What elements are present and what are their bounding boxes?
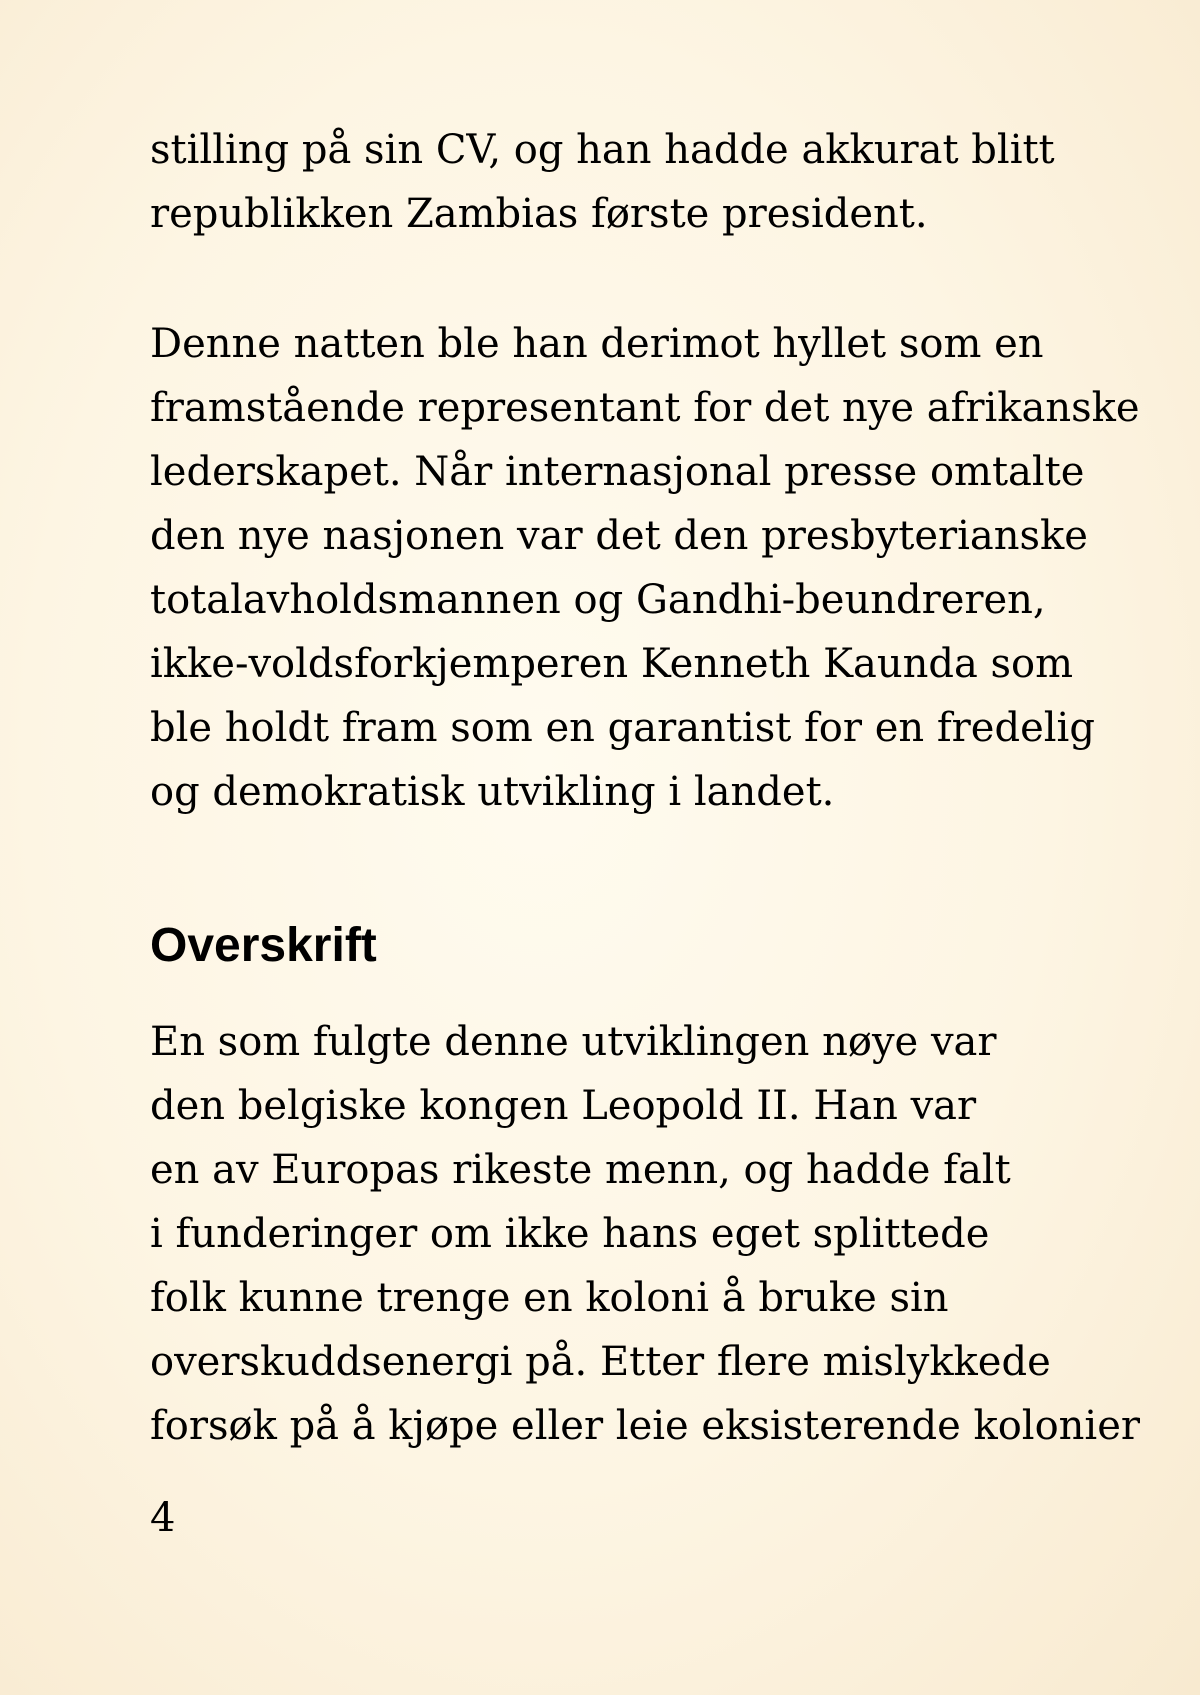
paragraph-line: i funderinger om ikke hans eget splittede (150, 1211, 990, 1257)
paragraph-line: en av Europas rikeste menn, og hadde falt (150, 1147, 1011, 1193)
paragraph-line: Denne natten ble han derimot hyllet som en (150, 321, 1044, 367)
paragraph-line: folk kunne trenge en koloni å bruke sin (150, 1275, 949, 1321)
page-body (150, 118, 1141, 1458)
paragraph-line: overskuddsenergi på. Etter flere mislykkede (150, 1339, 1051, 1385)
paragraph-line: En som fulgte denne utviklingen nøye var (150, 1019, 997, 1065)
paragraph-line: forsøk på å kjøpe eller leie eksisterende kolonier (150, 1403, 1141, 1449)
paragraph-line: framstående representant for det nye afrikanske (150, 385, 1140, 431)
section-heading: Overskrift (150, 919, 377, 972)
page-number: 4 (150, 1495, 176, 1541)
paragraph-line: stilling på sin CV, og han hadde akkurat blitt (150, 127, 1055, 173)
paragraph-1 (150, 118, 1070, 246)
paragraph-line: ble holdt fram som en garantist for en fredelig (150, 705, 1095, 751)
paragraph-line: lederskapet. Når internasjonal presse omtalte (150, 449, 1085, 495)
paragraph-line: den nye nasjonen var det den presbyterianske (150, 513, 1088, 559)
paragraph-line: den belgiske kongen Leopold II. Han var (150, 1083, 977, 1129)
paragraph-line: republikken Zambias første president. (150, 191, 928, 237)
paragraph-line: totalavholdsmannen og Gandhi-beundreren, (150, 577, 1046, 623)
paragraph-line: og demokratisk utvikling i landet. (150, 769, 835, 815)
paragraph-line: ikke-voldsforkjemperen Kenneth Kaunda som (150, 641, 1074, 687)
paragraph-2 (150, 312, 1140, 824)
section-paragraph (150, 1010, 1141, 1458)
